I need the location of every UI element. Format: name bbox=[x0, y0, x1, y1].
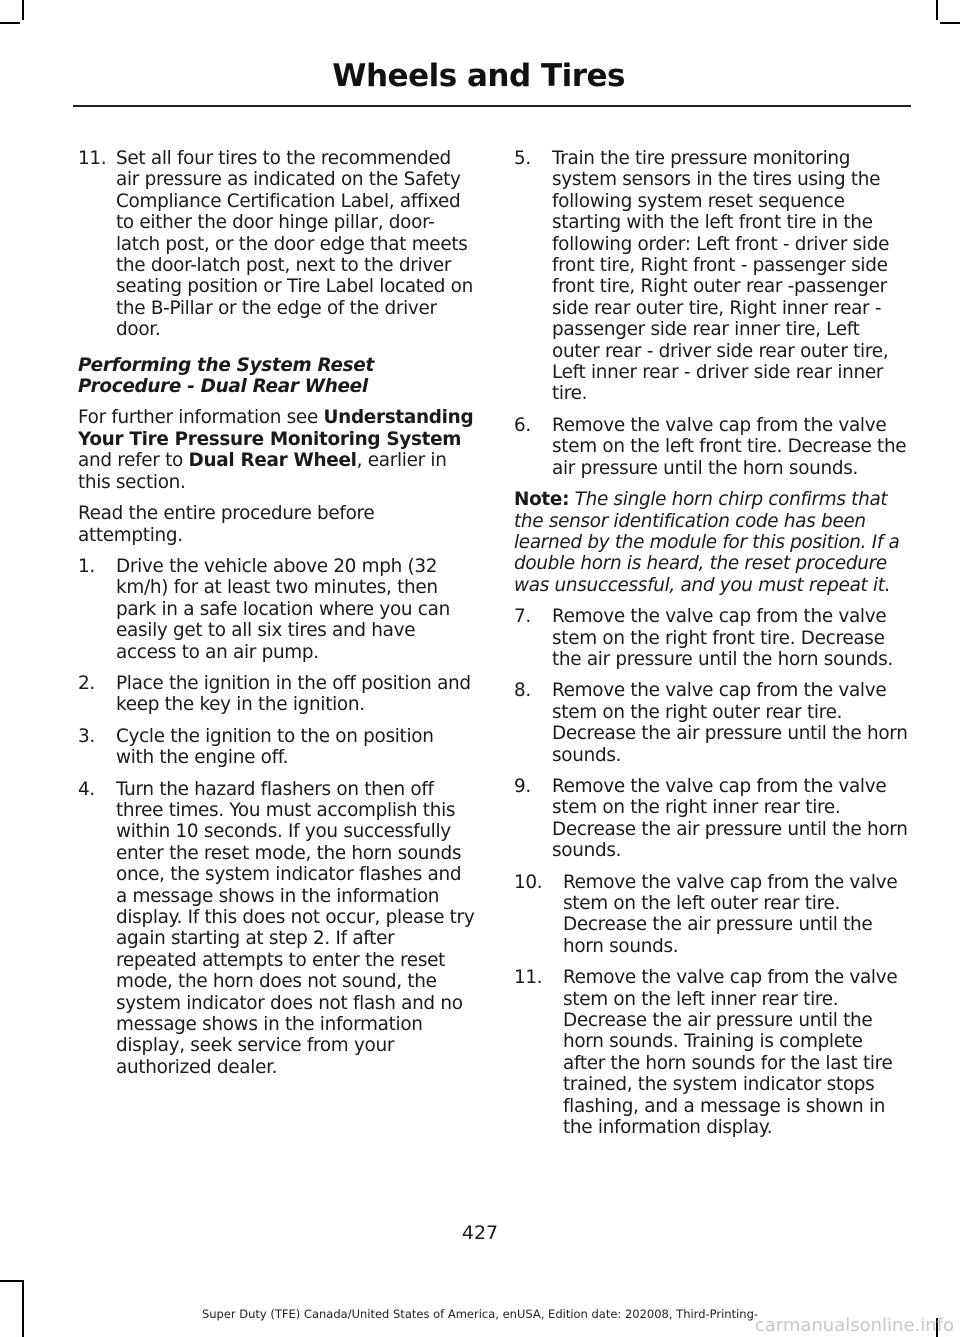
crop-mark bbox=[0, 1280, 22, 1282]
section-heading: Performing the System Reset Procedure - Dual Rear Wheel bbox=[78, 354, 374, 398]
step-number: 4. bbox=[78, 778, 95, 800]
list-item bbox=[78, 556, 476, 663]
crop-mark bbox=[940, 22, 960, 24]
step-number: 8. bbox=[514, 680, 531, 702]
info-middle: and refer to bbox=[78, 450, 189, 472]
step-text: Remove the valve cap from the valve stem on the left front tire. Decrease the air pressure until the horn sounds. bbox=[552, 414, 907, 479]
step-text: Place the ignition in the off position and keep the key in the ignition. bbox=[116, 672, 471, 716]
cross-reference-link[interactable]: Understanding Your Tire Pressure Monitoring System bbox=[78, 407, 474, 450]
header-divider bbox=[73, 105, 911, 107]
page-number: 427 bbox=[461, 1222, 499, 1244]
step-number: 9. bbox=[514, 775, 531, 797]
step-number: 3. bbox=[78, 725, 95, 747]
note-label: Note: bbox=[514, 489, 570, 511]
list-item bbox=[78, 779, 476, 1079]
footer-text: Super Duty (TFE) Canada/United States of America, enUSA, Edition date: 202008, Third-Printing- bbox=[201, 1307, 759, 1321]
left-column bbox=[78, 148, 476, 1088]
step-number: 11. bbox=[78, 148, 107, 169]
step-text: Remove the valve cap from the valve stem on the right front tire. Decrease the air pressure until the horn sounds. bbox=[552, 606, 893, 670]
list-item bbox=[78, 673, 476, 716]
step-number: 5. bbox=[514, 148, 531, 169]
list-item bbox=[514, 872, 910, 958]
info-prefix: For further information see bbox=[78, 407, 324, 429]
step-text: Drive the vehicle above 20 mph (32 km/h) for at least two minutes, then park in a safe location where you can easily get to all six tires and have access to an air pump. bbox=[116, 555, 450, 663]
note-paragraph bbox=[514, 489, 910, 596]
list-item bbox=[514, 967, 910, 1138]
step-text: Remove the valve cap from the valve stem on the right outer rear tire. Decrease the air pressure until the horn sounds. bbox=[552, 680, 908, 766]
step-number: 7. bbox=[514, 606, 531, 628]
note-text: The single horn chirp confirms that the sensor identification code has been learned by the module for this position. If a double horn is heard, the reset procedure was unsuccessful, and you must repeat it. bbox=[514, 489, 900, 596]
right-column bbox=[514, 148, 910, 1148]
step-number: 1. bbox=[78, 555, 95, 577]
list-item bbox=[514, 776, 910, 862]
intro-paragraph: Read the entire procedure before attempting. bbox=[78, 503, 375, 546]
step-number: 2. bbox=[78, 672, 95, 694]
list-item bbox=[514, 680, 910, 766]
step-number: 11. bbox=[514, 967, 543, 989]
page-title: Wheels and Tires bbox=[332, 58, 625, 94]
step-text: Turn the hazard flashers on then off three times. You must accomplish this within 10 seconds. If you successfully enter the reset mode, the horn sounds once, the system indicator flashes and a message shows in the information display. If this does not occur, please try again starting at step 2. If after repeated attempts to enter the reset mode, the horn does not sound, the system indicator does not flash and no message shows in the information display, seek service from your authorized dealer. bbox=[116, 778, 475, 1078]
step-text: Train the tire pressure monitoring system sensors in the tires using the following system reset sequence starting with the left front tire in the following order: Left front - driver side front tire, Right front - passenger side front tire, Right outer rear -passenger side rear outer tire, Right inner rear - passenger side rear inner tire, Left outer rear - driver side rear outer tire, Left inner rear - driver side rear inner tire. bbox=[552, 148, 890, 405]
step-text: Set all four tires to the recommended air pressure as indicated on the Safety Compliance Certification Label, affixed to either the door hinge pillar, door-latch post, or the door edge that meets the door-latch post, next to the driver seating position or Tire Label located on the B-Pillar or the edge of the driver door. bbox=[116, 148, 473, 341]
step-text: Remove the valve cap from the valve stem on the left inner rear tire. Decrease the air pressure until the horn sounds. Training is complete after the horn sounds for the last tire trained, the system indicator stops flashing, and a message is shown in the information display. bbox=[563, 967, 898, 1139]
crop-mark bbox=[936, 0, 938, 20]
list-item bbox=[514, 415, 910, 479]
list-item bbox=[514, 606, 910, 670]
list-item bbox=[78, 726, 476, 769]
info-suffix: , earlier in this section. bbox=[78, 450, 447, 493]
crop-mark bbox=[0, 22, 20, 24]
step-text: Remove the valve cap from the valve stem on the left outer rear tire. Decrease the air pressure until the horn sounds. bbox=[563, 871, 898, 957]
step-text: Remove the valve cap from the valve stem on the right inner rear tire. Decrease the air pressure until the horn sounds. bbox=[552, 775, 908, 862]
list-item bbox=[78, 148, 476, 341]
watermark: carmanualsonline.info bbox=[754, 1315, 954, 1336]
cross-reference-link[interactable]: Dual Rear Wheel bbox=[188, 450, 357, 472]
step-number: 6. bbox=[514, 414, 531, 436]
list-item bbox=[514, 148, 910, 405]
step-text: Cycle the ignition to the on position with the engine off. bbox=[116, 725, 434, 769]
crop-mark bbox=[22, 0, 24, 20]
step-number: 10. bbox=[514, 871, 543, 893]
info-paragraph bbox=[78, 407, 476, 493]
